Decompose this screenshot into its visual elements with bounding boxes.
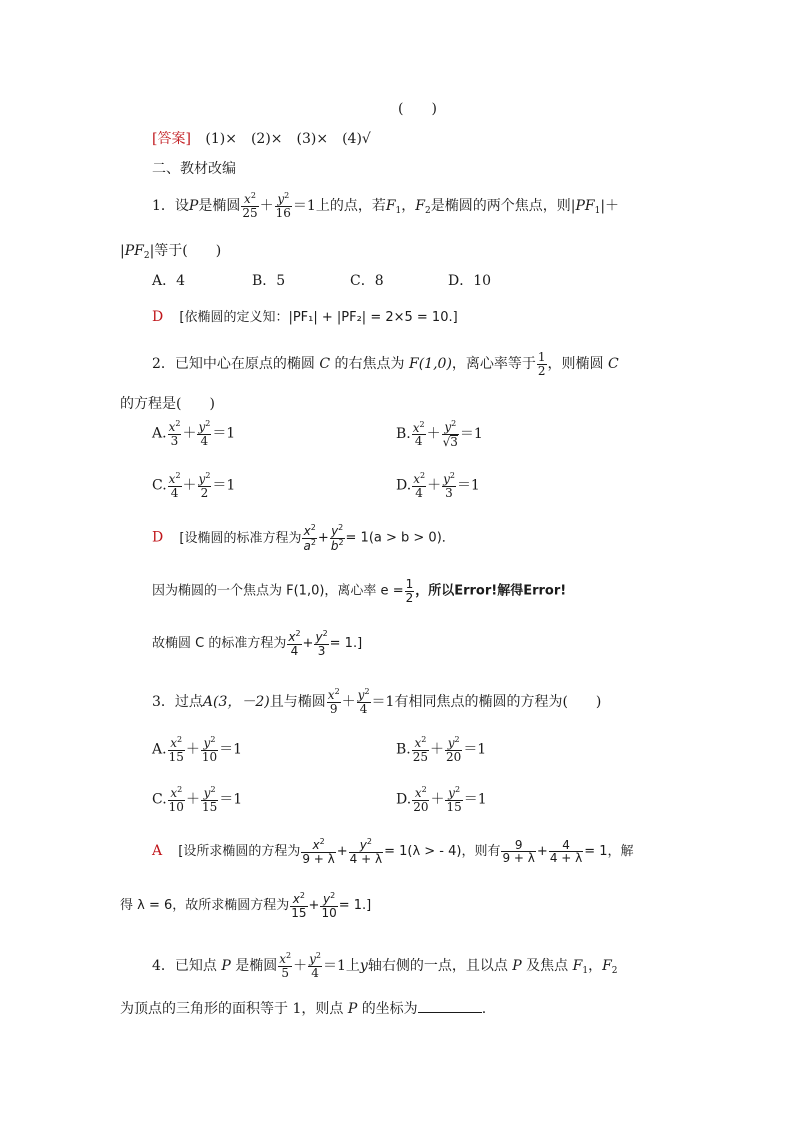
q2-stem-line2: 的方程是( ) xyxy=(120,396,215,412)
answer-items: (1)× (2)× (3)× (4)√ xyxy=(205,131,371,147)
q1-frac-y: $\frac{y^2}{16}$ xyxy=(275,191,291,220)
q1-frac-x: $\frac{x^2}{25}$ xyxy=(242,191,258,220)
q1-mid: 是椭圆 xyxy=(198,198,241,214)
q1-option-c: C．8 xyxy=(350,273,384,289)
q2-option-d: D. $\frac{x^2}{4}$ ＋ $\frac{y^2}{3}$ ＝1 xyxy=(396,471,480,500)
section-title: 二、教材改编 xyxy=(152,161,236,177)
q3-option-c: C. $\frac{x^2}{10}$ ＋ $\frac{y^2}{15}$ ＝1 xyxy=(152,785,243,814)
q1-stem: 1．设P是椭圆 $\frac{x^2}{25}$ ＋ $\frac{y^2}{16}$ ＝1上的点，若$F_1$，$F_2$是椭圆的两个焦点，则$|PF_1|+$ xyxy=(152,191,620,220)
q2-solution-3: 故椭圆 C 的标准方程为 $\frac{x^2}{4}$ + $\frac{y^2}{3}$ = 1.] xyxy=(152,629,363,658)
q2-option-b: B. $\frac{x^2}{4}$ ＋ $\frac{y^2}{√3}$ ＝1 xyxy=(396,419,483,449)
q1-option-d: D．10 xyxy=(448,273,492,289)
q1-eq: ＝1上的点，若 xyxy=(292,198,386,214)
answer-line xyxy=(152,128,371,148)
q1-pre: 1．设 xyxy=(152,198,189,214)
q1-answer-letter: D xyxy=(152,309,164,325)
q2-option-c: C. $\frac{x^2}{4}$ ＋ $\frac{y^2}{2}$ ＝1 xyxy=(152,471,236,500)
q1-stem-line2: $|PF_2|$等于( ) xyxy=(120,243,222,261)
q4-stem-line2: 为顶点的三角形的面积等于 1，则点 P 的坐标为 . xyxy=(120,1001,487,1017)
q4-stem: 4．已知点 P 是椭圆 $\frac{x^2}{5}$ ＋ $\frac{y^2}{4}$ ＝1上y轴右侧的一点，且以点 P 及焦点 $F_1$，$F_2$ xyxy=(152,951,618,980)
q3-answer-letter: A xyxy=(152,843,163,860)
q3-option-b: B. $\frac{x^2}{25}$ ＋ $\frac{y^2}{20}$ ＝1 xyxy=(396,735,487,764)
q2-solution-2: 因为椭圆的一个焦点为 F(1,0)，离心率 e = $\frac{1}{2}$ ，所以Error!解得Error! xyxy=(152,577,567,605)
q2-answer-letter: D xyxy=(152,529,164,546)
q1-option-a: A．4 xyxy=(152,273,186,289)
answer-paren: ( ) xyxy=(398,101,437,117)
q1-solution xyxy=(152,306,458,325)
q1-solution-text: [依椭圆的定义知：|PF₁| + |PF₂| = 2×5 = 10.] xyxy=(179,310,458,325)
q1-option-b: B．5 xyxy=(252,273,286,289)
q3-solution-1: A [设所求椭圆的方程为 $\frac{x^2}{9 + \lambda}$ + $\frac{y^2}{4 + \lambda}$ = 1(λ > - 4)，则有 $\frac{9}{9 + \lambda}$ + $\frac{4}{4 + \lambda}$ = 1，解 xyxy=(152,837,634,866)
q3-option-a: A. $\frac{x^2}{15}$ ＋ $\frac{y^2}{10}$ ＝1 xyxy=(152,735,243,764)
q4-answer-blank[interactable] xyxy=(418,1011,482,1013)
q1-P: P xyxy=(188,198,199,214)
q2-solution-1: D [设椭圆的标准方程为 $\frac{x^2}{a^2}$ + $\frac{y^2}{b^2}$ = 1(a > b > 0)． xyxy=(152,523,455,553)
q2-option-a: A. $\frac{x^2}{3}$ ＋ $\frac{y^2}{4}$ ＝1 xyxy=(152,419,236,448)
answer-label: [答案] xyxy=(152,131,191,147)
q2-stem: 2．已知中心在原点的椭圆 C 的右焦点为 F(1,0)，离心率等于 $\frac{1}{2}$ ，则椭圆 C xyxy=(152,349,619,378)
q3-solution-2: 得 λ = 6，故所求椭圆方程为 $\frac{x^2}{15}$ + $\frac{y^2}{10}$ = 1.] xyxy=(120,891,372,920)
q3-option-d: D. $\frac{x^2}{20}$ ＋ $\frac{y^2}{15}$ ＝1 xyxy=(396,785,487,814)
q3-stem: 3．过点A(3，－2)且与椭圆 $\frac{x^2}{9}$ ＋ $\frac{y^2}{4}$ ＝1有相同焦点的椭圆的方程为( ) xyxy=(152,687,602,716)
q1-post: 是椭圆的两个焦点，则| xyxy=(430,198,576,214)
